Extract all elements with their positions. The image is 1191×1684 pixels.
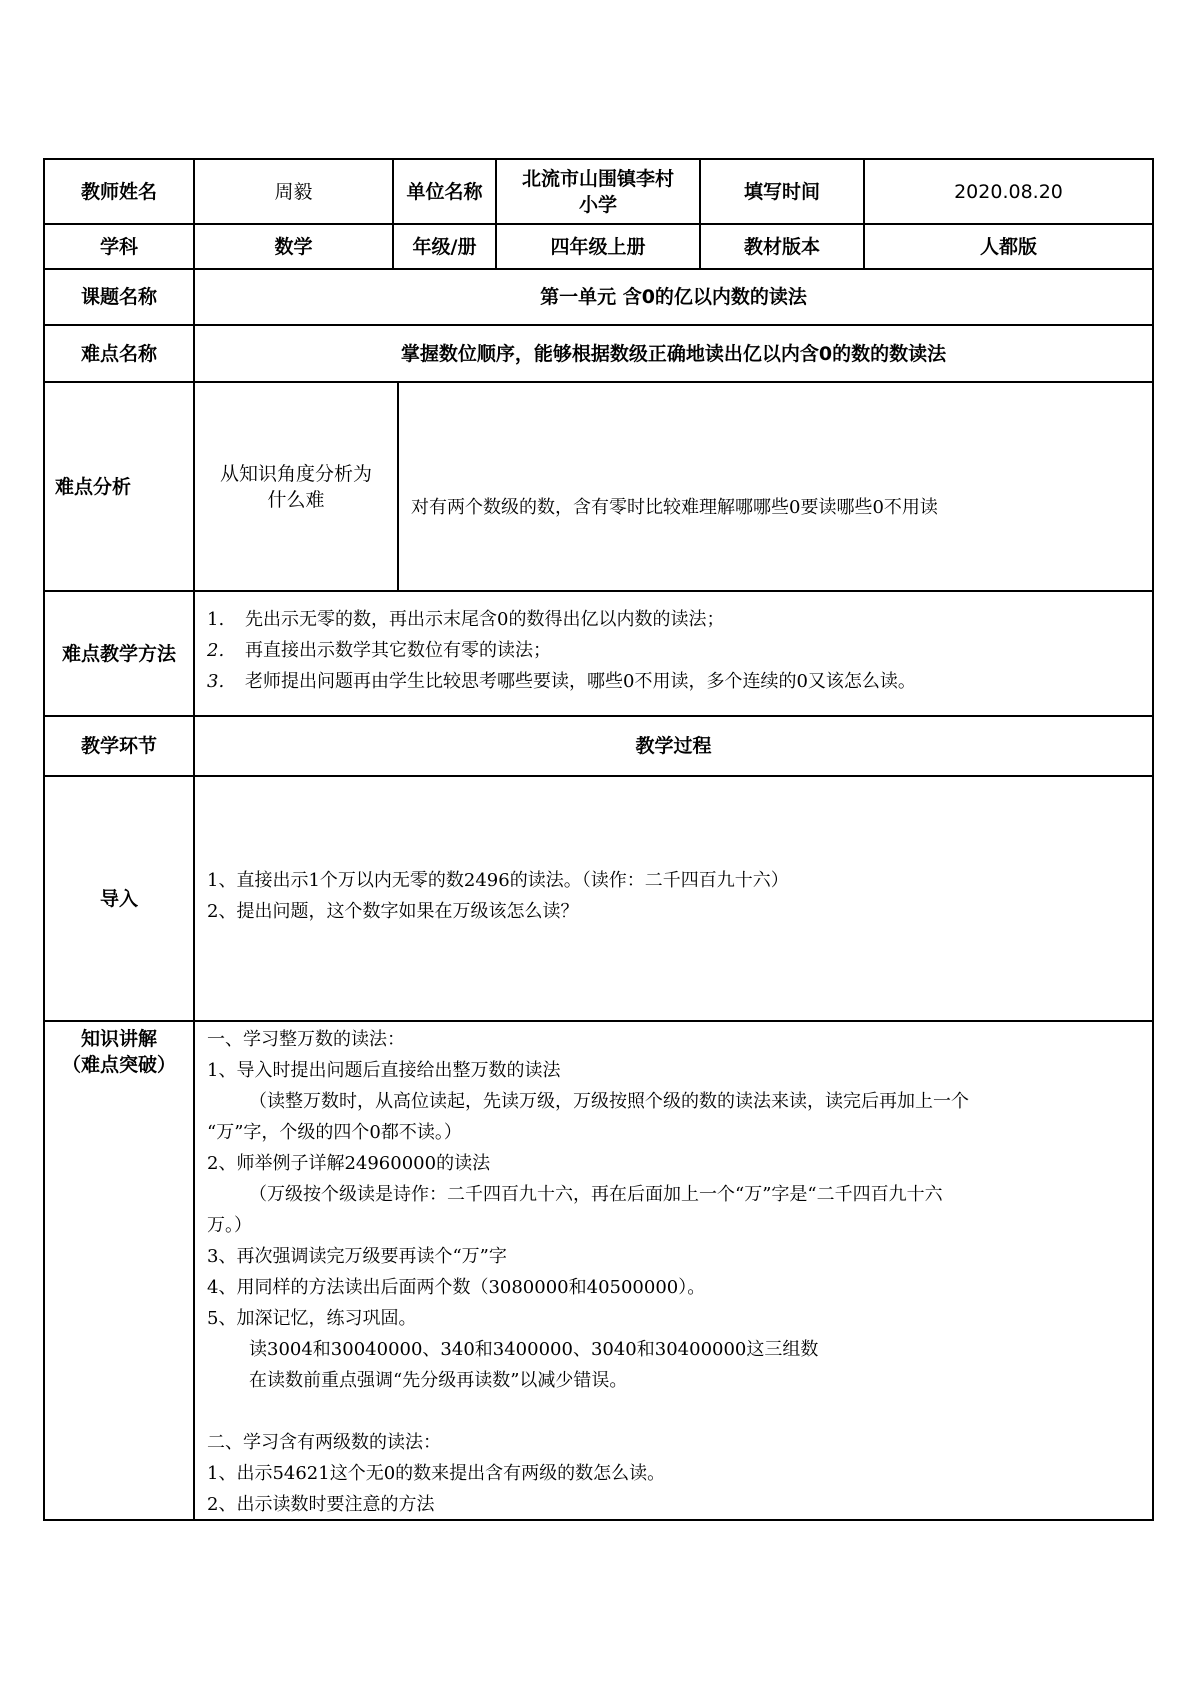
knowledge-label (45, 1022, 193, 1092)
process-header-value: 教学过程 (635, 735, 712, 757)
method-list (207, 604, 1147, 697)
unit-name-line2: 小学 (578, 193, 617, 216)
lesson-plan-table (43, 158, 1154, 1521)
knowledge-label-line1: 知识讲解 (80, 1028, 157, 1050)
knowledge-blank-line (207, 1396, 1147, 1427)
edition-label: 教材版本 (743, 235, 820, 258)
unit-name-label: 单位名称 (406, 180, 483, 203)
row-divider (45, 590, 1152, 592)
unit-name-line1: 北流市山围镇李村 (521, 167, 674, 190)
knowledge-line: “万”字，个级的四个0都不读。） (207, 1122, 462, 1143)
knowledge-line: 一、学习整万数的读法： (207, 1029, 405, 1050)
method-item-number: 3. (207, 671, 225, 692)
method-label: 难点教学方法 (61, 642, 176, 665)
process-step-label: 教学环节 (80, 735, 157, 757)
fill-date-label: 填写时间 (743, 180, 820, 203)
method-item (207, 635, 1147, 666)
column-divider (397, 381, 399, 590)
knowledge-label-line2: （难点突破） (61, 1054, 176, 1076)
analysis-sub-label (195, 383, 397, 590)
row-divider (45, 775, 1152, 777)
knowledge-line: （万级按个级读是诗作：二千四百九十六，再在后面加上一个“万”字是“二千四百九十六 (249, 1184, 943, 1205)
analysis-sub-label-line1: 从知识角度分析为 (219, 462, 372, 485)
method-item-number: 1. (207, 609, 225, 630)
intro-label: 导入 (99, 887, 138, 910)
edition-value: 人都版 (979, 235, 1037, 258)
row-divider (45, 1020, 1152, 1022)
analysis-content: 对有两个数级的数，含有零时比较难理解哪哪些0要读哪些0不用读 (411, 497, 938, 518)
knowledge-line: 在读数前重点强调“先分级再读数”以减少错误。 (249, 1370, 628, 1391)
method-item (207, 604, 1147, 635)
difficulty-label: 难点名称 (80, 342, 157, 365)
method-item-number: 2. (207, 640, 225, 661)
grade-value: 四年级上册 (550, 235, 646, 258)
subject-label: 学科 (99, 235, 138, 258)
analysis-sub-label-line2: 什么难 (267, 488, 325, 511)
intro-content (207, 865, 1147, 927)
knowledge-line: 万。） (207, 1215, 252, 1236)
knowledge-line: 1、导入时提出问题后直接给出整万数的读法 (207, 1060, 561, 1081)
topic-label: 课题名称 (80, 286, 157, 308)
subject-value: 数学 (274, 235, 313, 258)
grade-label: 年级/册 (412, 235, 477, 258)
difficulty-value: 掌握数位顺序，能够根据数级正确地读出亿以内含0的数的数读法 (400, 342, 947, 365)
intro-line: 2、提出问题，这个数字如果在万级该怎么读？ (207, 901, 579, 922)
knowledge-line: 4、用同样的方法读出后面两个数（3080000和40500000）。 (207, 1277, 706, 1298)
unit-name-value (497, 160, 699, 223)
knowledge-line: 2、师举例子详解24960000的读法 (207, 1153, 491, 1174)
teacher-name-value: 周毅 (274, 180, 313, 203)
knowledge-line: 5、加深记忆，练习巩固。 (207, 1308, 417, 1329)
knowledge-line: 1、出示54621这个无0的数来提出含有两级的数怎么读。 (207, 1463, 666, 1484)
method-item-text: 先出示无零的数，再出示末尾含0的数得出亿以内数的读法； (245, 609, 725, 630)
method-item-text: 老师提出问题再由学生比较思考哪些要读，哪些0不用读，多个连续的0又该怎么读。 (245, 671, 916, 692)
method-item-text: 再直接出示数学其它数位有零的读法； (245, 640, 551, 661)
knowledge-content (207, 1024, 1147, 1520)
knowledge-line: 读3004和30040000、340和3400000、3040和30400000这三组数 (249, 1339, 819, 1360)
teacher-name-label: 教师姓名 (80, 180, 157, 203)
fill-date-value: 2020.08.20 (954, 180, 1063, 203)
method-item (207, 666, 1147, 697)
intro-line: 1、直接出示1个万以内无零的数2496的读法。（读作：二千四百九十六） (207, 870, 789, 891)
knowledge-line: （读整万数时，从高位读起，先读万级，万级按照个级的数的读法来读，读完后再加上一个 (249, 1091, 969, 1112)
topic-value: 第一单元 含0的亿以内数的读法 (540, 286, 807, 308)
knowledge-line: 二、学习含有两级数的读法： (207, 1432, 441, 1453)
knowledge-line: 2、出示读数时要注意的方法 (207, 1494, 435, 1515)
knowledge-line: 3、再次强调读完万级要再读个“万”字 (207, 1246, 507, 1267)
analysis-label: 难点分析 (55, 475, 132, 498)
